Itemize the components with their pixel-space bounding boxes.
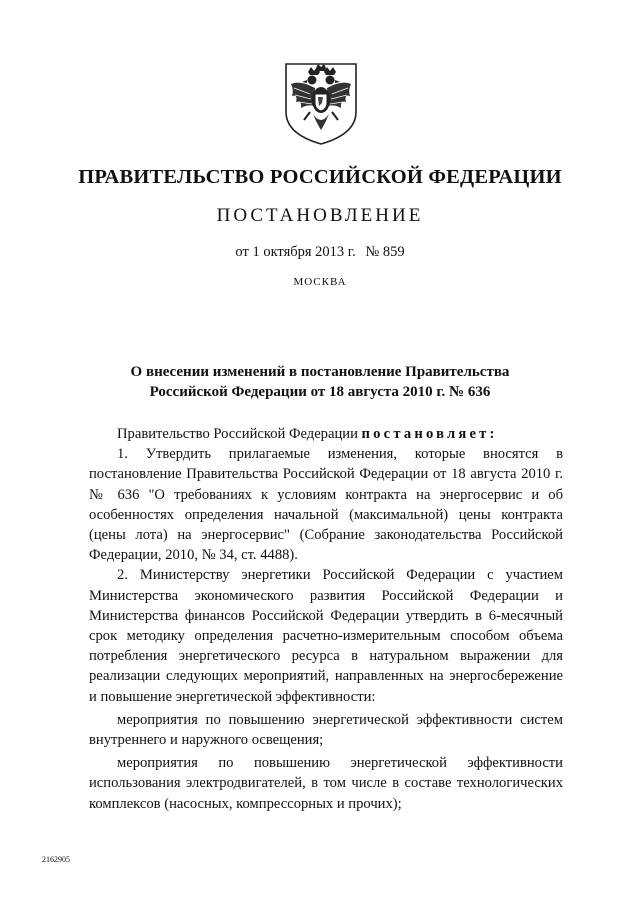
resolves-word: постановляет: xyxy=(361,426,498,442)
document-body xyxy=(89,424,563,814)
coat-of-arms-icon xyxy=(282,60,360,146)
preamble-text: Правительство Российской Федерации xyxy=(117,426,358,442)
document-date: от 1 октября 2013 г. xyxy=(235,244,356,260)
document-type: ПОСТАНОВЛЕНИЕ xyxy=(216,205,424,226)
document-number: № 859 xyxy=(365,244,405,260)
subject-line-1: О внесении изменений в постановление Правительства xyxy=(130,364,510,380)
item-2: 2. Министерству энергетики Российской Федерации с участием Министерства экономического развития Российской Федерации и Министерства финансов Российской Федерации утвердить в 6-месячный срок методику определения расчетно-измерительным способом объема потребления энергетического ресурса в натуральном выражении для реализации следующих мероприятий, направленных на энергосбережение и повышение энергетической эффективности: xyxy=(89,567,563,705)
subject-line-2: Российской Федерации от 18 августа 2010 г. № 636 xyxy=(149,384,491,400)
city-name: МОСКВА xyxy=(293,276,347,288)
document-date-line xyxy=(0,244,640,261)
document-subject xyxy=(0,362,640,402)
government-title: ПРАВИТЕЛЬСТВО РОССИЙСКОЙ ФЕДЕРАЦИИ xyxy=(78,166,562,188)
measure-lighting: мероприятия по повышению энергетической эффективности систем внутреннего и наружного освещения; xyxy=(89,711,563,749)
measure-motors: мероприятия по повышению энергетической эффективности использования электродвигателей, в том числе в составе технологических комплексов (насосных, компрессорных и прочих); xyxy=(89,755,563,812)
item-1: 1. Утвердить прилагаемые изменения, которые вносятся в постановление Правительства Российской Федерации от 18 августа 2010 г. № 636 "О требованиях к условиям контракта на энергосервис и об особенностях определения начальной (максимальной) цены контракта (цены лота) на энергосервис" (Собрание законодательства Российской Федерации, 2010, № 34, ст. 4488). xyxy=(89,446,563,564)
preamble xyxy=(89,424,563,444)
document-code: 2162905 xyxy=(42,855,70,864)
